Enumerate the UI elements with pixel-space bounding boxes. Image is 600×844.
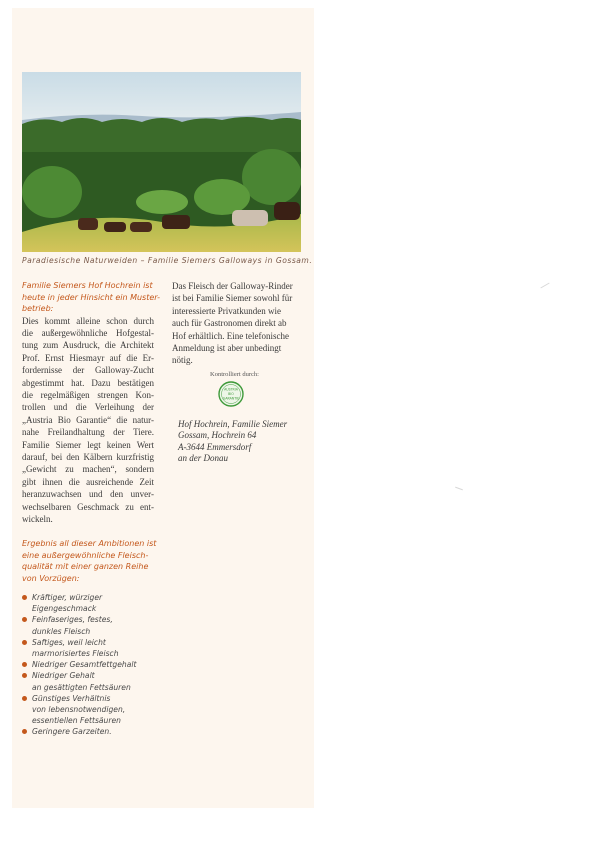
- bullet-icon: [22, 729, 27, 734]
- photo-caption: Paradiesische Naturweiden – Familie Siemers Galloways in Gossam.: [22, 256, 313, 265]
- list-item: Geringere Garzeiten.: [22, 726, 172, 737]
- seal-label: Kontrolliert durch:: [210, 370, 259, 378]
- farm-address: Hof Hochrein, Familie Siemer Gossam, Hochrein 64 A-3644 Emmersdorf an der Donau: [178, 418, 288, 464]
- list-item: Feinfaseriges, festes, dunkles Fleisch: [22, 614, 172, 636]
- left-column: [22, 280, 161, 525]
- bullet-icon: [22, 673, 27, 678]
- scan-mark: [540, 283, 549, 289]
- list-item: Saftiges, weil leicht marmorisiertes Fleisch: [22, 637, 172, 659]
- list-item: Niedriger Gehalt an gesättigten Fettsäuren: [22, 670, 172, 692]
- right-column: [172, 280, 302, 465]
- intro-lead: Familie Siemers Hof Hochrein ist heute in jeder Hinsicht ein Muster- betrieb:: [22, 281, 161, 313]
- seal-text-austria: AUSTRIA: [224, 387, 238, 392]
- benefits-list: [22, 592, 172, 738]
- bullet-icon: [22, 696, 27, 701]
- list-item: Niedriger Gesamtfettgehalt: [22, 659, 172, 670]
- seal-text-bio: BIO: [228, 391, 234, 396]
- benefits-lead: Ergebnis all dieser Ambitionen ist eine außergewöhnliche Fleisch- qualität mit einer ganzen Reihe von Vorzügen:: [22, 539, 157, 583]
- bullet-icon: [22, 595, 27, 600]
- bullet-icon: [22, 640, 27, 645]
- intro-body: Dies kommt alleine schon durch die außergewöhnliche Hofgestal- tung zum Ausdruck, die Architekt Prof. Ernst Hiesmayr auf die Er- fordernisse der Galloway-Zucht abgestimmt hat. Dazu bestätigen die regelmäßigen strengen Kon- trollen und die Verleihung der „Austria Bio Garantie“ die natur- nahe Freilandhaltung der Tiere. Familie Siemer legt keinen Wert darauf, bei den Kälbern kurzfristig „Gewicht zu machen“, sondern gibt ihnen die ausreichende Zeit heranzuwachsen und den unver- wechselbaren Geschmack zu ent- wickeln.: [22, 315, 154, 524]
- austria-bio-garantie-seal: [218, 381, 244, 407]
- certification: [172, 371, 302, 407]
- scan-mark: [455, 487, 463, 491]
- list-item: Kräftiger, würziger Eigengeschmack: [22, 592, 172, 614]
- seal-text-garantie: GARANTIE: [222, 396, 240, 401]
- benefits-section: [22, 538, 172, 738]
- bullet-icon: [22, 617, 27, 622]
- bullet-icon: [22, 662, 27, 667]
- ordering-body: Das Fleisch der Galloway-Rinder ist bei Familie Siemer sowohl für interessierte Privatkunden wie auch für Gastronomen direkt ab Hof erhältlich. Eine telefonische Anmeldung ist aber unbedingt nötig.: [172, 281, 293, 366]
- list-item: Günstiges Verhältnis von lebensnotwendigen, essentiellen Fettsäuren: [22, 693, 172, 727]
- meadow-photo: [22, 72, 301, 252]
